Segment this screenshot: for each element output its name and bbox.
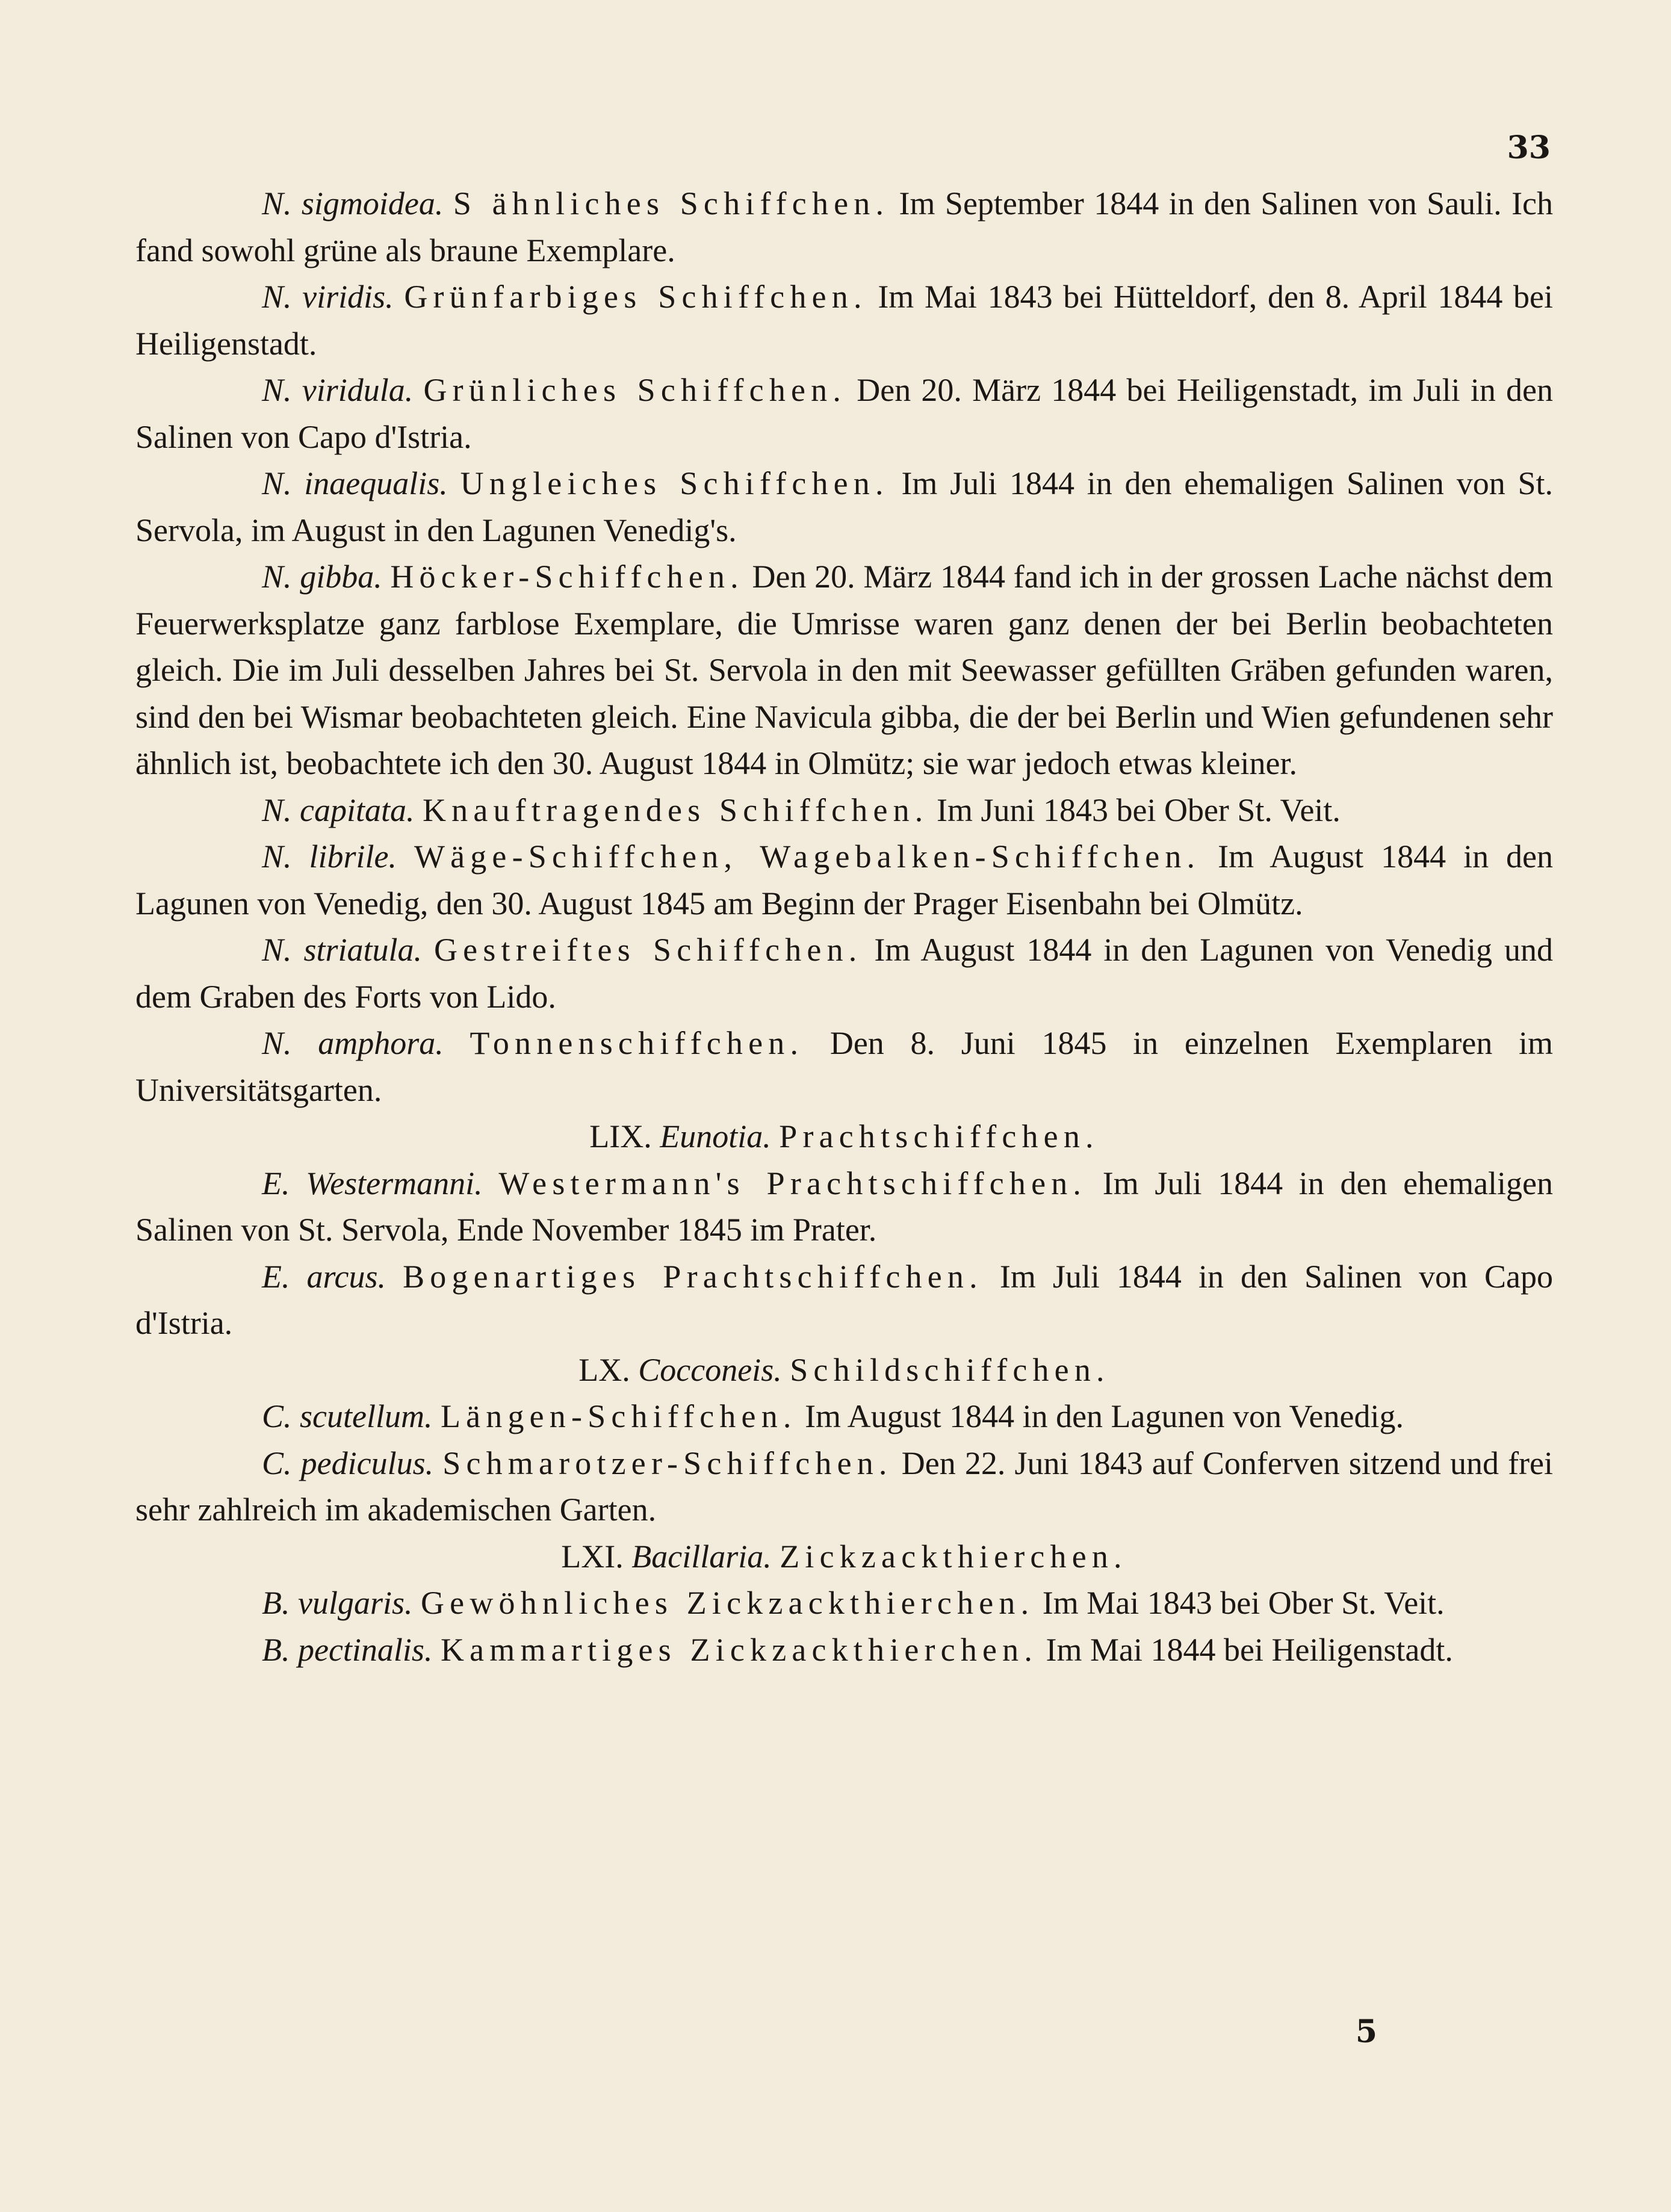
species-entry [135,460,1553,554]
species-name: N. inaequalis. [262,465,448,501]
species-name: N. sigmoidea. [262,185,444,222]
species-description: Den 20. März 1844 bei Heiligenstadt, im Juli in den Salinen von Capo d'Istria. [135,372,1554,455]
species-description: Den 20. März 1844 fand ich in der grossen Lache nächst dem Feuerwerksplatze ganz farblose Exemplare, die Umrisse waren ganz denen der bei Berlin beobachteten gleich. Die im Juli desselben Jahres bei St. Servola in den mit Seewasser gefüllten Gräben gefunden waren, sind den bei Wismar beobachteten gleich. Eine Navicula gibba, die der bei Berlin und Wien gefundenen sehr ähnlich ist, beobachtete ich den 30. August 1844 in Olmütz; sie war jedoch etwas kleiner. [135,559,1553,781]
species-common-name: Grünliches Schiffchen. [423,372,847,408]
species-entry [135,1580,1553,1627]
genus-name: Bacillaria. [631,1538,772,1575]
genus-common-name: Prachtschiffchen. [779,1118,1099,1154]
species-common-name: Bogenartiges Prachtschiffchen. [403,1258,983,1295]
species-common-name: Ungleiches Schiffchen. [460,465,889,501]
species-description: Den 22. Juni 1843 auf Conferven sitzend und frei sehr zahlreich im akademischen Garten. [135,1445,1554,1528]
species-name: N. viridis. [262,279,394,315]
species-name: N. capitata. [262,792,415,828]
species-common-name: Längen-Schiffchen. [440,1398,797,1434]
species-common-name: Gewöhnliches Zickzackthierchen. [421,1585,1035,1621]
species-description: Den 8. Juni 1845 in einzelnen Exemplaren im Universitätsgarten. [135,1025,1554,1108]
genus-common-name: Zickzackthierchen. [780,1538,1127,1575]
species-description: Im Juli 1844 in den Salinen von Capo d'Istria. [135,1258,1554,1341]
species-common-name: Wäge-Schiffchen, Wagebalken-Schiffchen. [414,838,1201,875]
species-description: Im Mai 1843 bei Ober St. Veit. [1042,1585,1445,1621]
species-description: Im September 1844 in den Salinen von Sauli. Ich fand sowohl grüne als braune Exemplare. [135,185,1554,268]
genus-number: LXI. [561,1538,624,1575]
species-entry [135,787,1553,834]
species-entry [135,554,1553,787]
genus-common-name: Schildschiffchen. [790,1351,1110,1388]
species-description: Im Mai 1843 bei Hütteldorf, den 8. April 1844 bei Heiligenstadt. [135,279,1554,362]
genus-name: Cocconeis. [638,1351,782,1388]
species-entry [135,834,1553,927]
species-name: E. Westermanni. [262,1165,483,1201]
genus-heading [135,1347,1553,1394]
species-common-name: Schmarotzer-Schiffchen. [442,1445,893,1481]
species-name: N. striatula. [262,932,423,968]
species-entry [135,367,1553,460]
species-common-name: Westermann's Prachtschiffchen. [498,1165,1087,1201]
page-number: 33 [1507,129,1551,166]
species-common-name: Höcker-Schiffchen. [390,559,744,595]
species-common-name: S ähnliches Schiffchen. [453,185,890,222]
genus-heading [135,1114,1553,1160]
species-name: B. pectinalis. [262,1631,433,1668]
species-entry [135,1627,1553,1674]
species-entry [135,274,1553,367]
species-common-name: Kammartiges Zickzackthierchen. [440,1631,1038,1668]
species-entry [135,181,1553,274]
species-description: Im Juli 1844 in den ehemaligen Salinen von St. Servola, Ende November 1845 im Prater. [135,1165,1554,1248]
species-common-name: Tonnenschiffchen. [470,1025,804,1061]
species-description: Im Juni 1843 bei Ober St. Veit. [936,792,1341,828]
species-name: N. librile. [262,838,397,875]
species-entry [135,1160,1553,1254]
species-description: Im August 1844 in den Lagunen von Venedig, den 30. August 1845 am Beginn der Prager Eisenbahn bei Olmütz. [135,838,1554,922]
species-name: C. scutellum. [262,1398,433,1434]
species-entry [135,1020,1553,1114]
genus-name: Eunotia. [660,1118,771,1154]
species-entry [135,927,1553,1020]
species-name: B. vulgaris. [262,1585,413,1621]
species-name: N. gibba. [262,559,382,595]
species-entry [135,1440,1553,1534]
species-description: Im Mai 1844 bei Heiligenstadt. [1046,1631,1453,1668]
species-description: Im August 1844 in den Lagunen von Venedig. [805,1398,1404,1434]
species-name: N. viridula. [262,372,414,408]
genus-number: LIX. [589,1118,652,1154]
species-description: Im August 1844 in den Lagunen von Venedig und dem Graben des Forts von Lido. [135,932,1554,1015]
species-name: N. amphora. [262,1025,444,1061]
species-entry [135,1393,1553,1440]
signature-mark: 5 [1355,2013,1377,2050]
species-entry [135,1254,1553,1347]
species-common-name: Gestreiftes Schiffchen. [434,932,863,968]
species-name: E. arcus. [262,1258,386,1295]
genus-number: LX. [578,1351,630,1388]
species-common-name: Grünfarbiges Schiffchen. [404,279,867,315]
body-text [135,181,1553,1673]
species-description: Im Juli 1844 in den ehemaligen Salinen von St. Servola, im August in den Lagunen Venedig's. [135,465,1554,548]
genus-heading [135,1534,1553,1581]
species-common-name: Knauftragendes Schiffchen. [423,792,929,828]
species-name: C. pediculus. [262,1445,434,1481]
